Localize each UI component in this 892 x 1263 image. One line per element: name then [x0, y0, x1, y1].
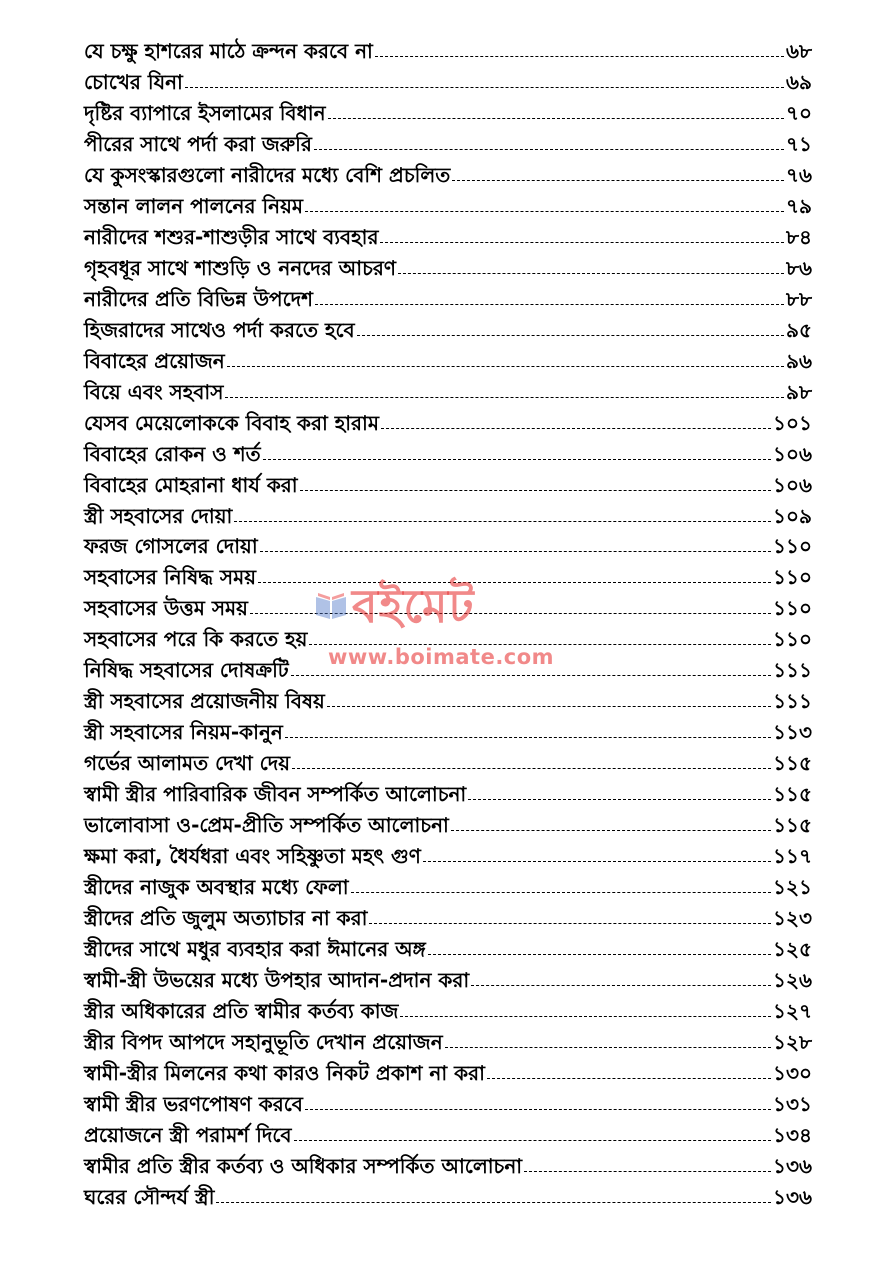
- toc-entry-page: ৭০: [785, 100, 812, 125]
- toc-entry: [84, 189, 812, 220]
- toc-entry-page: ১৩৬: [773, 1184, 812, 1209]
- toc-entry-title: হিজরাদের সাথেও পর্দা করতে হবে: [84, 317, 355, 342]
- toc-entry: [84, 901, 812, 932]
- toc-entry-title: স্বামীর প্রতি স্ত্রীর কর্তব্য ও অধিকার সম্পর্কিত আলোচনা: [84, 1153, 523, 1178]
- toc-entry-title: নিষিদ্ধ সহবাসের দোষক্রটি: [84, 658, 289, 683]
- dotted-leader: [468, 799, 771, 800]
- toc-entry: [84, 963, 812, 994]
- toc-entry-title: যে কুসংস্কারগুলো নারীদের মধ্যে বেশি প্রচলিত: [84, 162, 451, 187]
- toc-entry-title: ফরজ গোসলের দোয়া: [84, 534, 258, 559]
- dotted-leader: [305, 1109, 771, 1110]
- toc-entry-page: ১১০: [773, 534, 812, 559]
- dotted-leader: [309, 644, 771, 645]
- dotted-leader: [451, 830, 771, 831]
- toc-entry-title: স্ত্রী সহবাসের দোয়া: [84, 503, 233, 528]
- dotted-leader: [487, 1078, 771, 1079]
- table-of-contents: [84, 34, 812, 1211]
- toc-entry-title: সন্তান লালন পালনের নিয়ম: [84, 193, 303, 218]
- toc-entry-title: বিয়ে এবং সহবাস: [84, 379, 224, 404]
- dotted-leader: [452, 180, 784, 181]
- toc-entry-title: স্ত্রীর অধিকারের প্রতি স্বামীর কর্তব্য কাজ: [84, 999, 399, 1023]
- toc-entry-title: স্ত্রীর বিপদ আপদে সহানুভূতি দেখান প্রয়োজন: [84, 1029, 443, 1054]
- toc-entry-page: ১১০: [773, 565, 812, 590]
- toc-entry: [84, 994, 812, 1025]
- toc-entry: [84, 375, 812, 406]
- toc-entry: [84, 127, 812, 158]
- dotted-leader: [291, 675, 771, 676]
- toc-entry: [84, 870, 812, 901]
- toc-entry-title: ক্ষমা করা, ধৈর্যধরা এবং সহিষ্ণুতা মহৎ গুণ: [84, 844, 421, 869]
- toc-entry-title: স্ত্রী সহবাসের নিয়ম-কানুন: [84, 720, 283, 745]
- toc-entry: [84, 777, 812, 808]
- toc-entry: [84, 437, 812, 468]
- toc-entry: [84, 1118, 812, 1149]
- toc-entry: [84, 1087, 812, 1118]
- toc-entry-title: ঘরের সৌন্দর্য স্ত্রী: [84, 1184, 215, 1209]
- toc-entry-page: ১৩০: [773, 1060, 812, 1085]
- toc-entry: [84, 1180, 812, 1211]
- toc-entry-page: ১০৬: [773, 441, 812, 466]
- dotted-leader: [423, 861, 771, 862]
- toc-entry-page: ১৩১: [773, 1091, 812, 1116]
- toc-entry-page: ১৩৪: [773, 1122, 812, 1147]
- toc-entry-title: স্ত্রীদের সাথে মধুর ব্যবহার করা ঈমানের অঙ্গ: [84, 937, 426, 962]
- toc-entry-page: ৭১: [786, 131, 812, 156]
- toc-entry-title: স্বামী-স্ত্রী উভয়ের মধ্যে উপহার আদান-প্রদান করা: [84, 968, 470, 993]
- dotted-leader: [315, 304, 784, 305]
- toc-entry-title: বিবাহের প্রয়োজন: [84, 348, 225, 373]
- dotted-leader: [375, 56, 784, 57]
- toc-entry-title: স্বামী স্ত্রীর ভরণপোষণ করবে: [84, 1091, 303, 1116]
- toc-entry: [84, 746, 812, 777]
- toc-entry-title: সহবাসের নিষিদ্ধ সময়: [84, 565, 257, 590]
- toc-entry-page: ৬৮: [786, 38, 812, 63]
- toc-entry-page: ১২৬: [773, 968, 812, 993]
- dotted-leader: [328, 118, 784, 119]
- toc-entry-title: প্রয়োজনে স্ত্রী পরামর্শ দিবে: [84, 1122, 292, 1147]
- dotted-leader: [327, 706, 771, 707]
- dotted-leader: [225, 397, 784, 398]
- dotted-leader: [294, 1140, 772, 1141]
- dotted-leader: [369, 923, 771, 924]
- toc-entry: [84, 251, 812, 282]
- toc-entry-page: ১৩৬: [773, 1153, 812, 1178]
- toc-entry-page: ৭৬: [785, 162, 812, 187]
- toc-entry: [84, 65, 812, 96]
- toc-entry-page: ৬৯: [786, 69, 812, 94]
- toc-entry-page: ১০১: [773, 410, 812, 435]
- toc-entry: [84, 653, 812, 684]
- toc-entry-title: ভালোবাসা ও-প্রেম-প্রীতি সম্পর্কিত আলোচনা: [84, 813, 449, 838]
- toc-entry-page: ১১৩: [773, 720, 812, 745]
- dotted-leader: [381, 428, 771, 429]
- toc-entry: [84, 932, 812, 963]
- dotted-leader: [471, 985, 771, 986]
- toc-entry-page: ১১০: [773, 627, 812, 652]
- toc-entry: [84, 34, 812, 65]
- toc-entry-page: ১০৯: [773, 503, 812, 528]
- dotted-leader: [292, 768, 771, 769]
- toc-entry-title: গৃহবধূর সাথে শাশুড়ি ও ননদের আচরণ: [84, 255, 396, 280]
- dotted-leader: [314, 149, 784, 150]
- toc-entry-page: ১২৩: [773, 906, 812, 931]
- toc-entry-title: যেসব মেয়েলোককে বিবাহ করা হারাম: [84, 410, 379, 435]
- dotted-leader: [258, 582, 771, 583]
- toc-entry: [84, 591, 812, 622]
- toc-entry-page: ১২৫: [773, 937, 812, 962]
- toc-entry-page: ১১৫: [773, 782, 812, 807]
- toc-entry-page: ১২৭: [773, 999, 812, 1023]
- toc-entry: [84, 499, 812, 530]
- toc-entry-title: যে চক্ষু হাশরের মাঠে ক্রন্দন করবে না: [84, 38, 373, 63]
- toc-entry-title: স্ত্রীদের নাজুক অবস্থার মধ্যে ফেলা: [84, 875, 349, 900]
- toc-entry-page: ৭৯: [786, 193, 812, 218]
- toc-entry-title: স্বামী স্ত্রীর পারিবারিক জীবন সম্পর্কিত আলোচনা: [84, 782, 467, 807]
- toc-entry-page: ১০৬: [773, 472, 812, 497]
- toc-entry-page: ১১১: [773, 658, 812, 683]
- toc-entry-title: বিবাহের মোহরানা ধার্য করা: [84, 472, 298, 497]
- toc-entry-page: ৯৮: [786, 379, 812, 404]
- toc-entry-page: ১১৭: [773, 844, 812, 869]
- dotted-leader: [445, 1047, 771, 1048]
- dotted-leader: [351, 892, 771, 893]
- dotted-leader: [216, 1202, 771, 1203]
- toc-entry-page: ১১১: [773, 689, 812, 714]
- dotted-leader: [400, 1016, 771, 1017]
- toc-entry: [84, 96, 812, 127]
- watermark-url: www.boimate.com: [328, 645, 555, 669]
- dotted-leader: [234, 521, 771, 522]
- dotted-leader: [260, 551, 771, 552]
- toc-entry-title: সহবাসের উত্তম সময়: [84, 596, 248, 621]
- toc-entry-page: ৮৪: [786, 224, 812, 249]
- dotted-leader: [380, 242, 784, 243]
- toc-entry-page: ১১৫: [773, 813, 812, 838]
- dotted-leader: [524, 1171, 771, 1172]
- toc-entry: [84, 313, 812, 344]
- toc-entry: [84, 839, 812, 870]
- toc-entry-title: স্বামী-স্ত্রীর মিলনের কথা কারও নিকট প্রকাশ না করা: [84, 1060, 485, 1085]
- toc-entry: [84, 1149, 812, 1180]
- dotted-leader: [285, 737, 771, 738]
- dotted-leader: [305, 211, 784, 212]
- toc-entry-page: ১১৫: [773, 751, 812, 776]
- toc-entry: [84, 622, 812, 653]
- toc-entry-title: বিবাহের রোকন ও শর্ত: [84, 441, 261, 466]
- toc-entry: [84, 715, 812, 746]
- dotted-leader: [185, 87, 784, 88]
- toc-entry: [84, 282, 812, 313]
- toc-entry: [84, 468, 812, 499]
- toc-entry: [84, 344, 812, 375]
- toc-entry-title: নারীদের প্রতি বিভিন্ন উপদেশ: [84, 286, 313, 311]
- toc-entry-page: ৯৬: [786, 348, 812, 373]
- watermark-brand: বইমেট: [352, 579, 475, 633]
- toc-entry: [84, 220, 812, 251]
- toc-entry: [84, 684, 812, 715]
- toc-entry-page: ৯৫: [786, 317, 812, 342]
- dotted-leader: [357, 335, 784, 336]
- toc-entry: [84, 406, 812, 437]
- toc-entry-page: ৮৬: [786, 255, 812, 280]
- toc-entry-page: ১২১: [773, 875, 812, 900]
- toc-entry: [84, 1056, 812, 1087]
- dotted-leader: [300, 490, 771, 491]
- toc-entry: [84, 808, 812, 839]
- dotted-leader: [428, 954, 771, 955]
- toc-entry: [84, 158, 812, 189]
- toc-entry-title: পীরের সাথে পর্দা করা জরুরি: [84, 131, 312, 156]
- dotted-leader: [263, 459, 771, 460]
- toc-entry-page: ৮৮: [786, 286, 812, 311]
- toc-entry-title: স্ত্রীদের প্রতি জুলুম অত্যাচার না করা: [84, 906, 368, 931]
- toc-entry: [84, 530, 812, 561]
- toc-entry: [84, 1025, 812, 1056]
- toc-entry-page: ১১০: [773, 596, 812, 621]
- dotted-leader: [250, 613, 771, 614]
- toc-entry-page: ১২৮: [773, 1029, 812, 1054]
- dotted-leader: [398, 273, 784, 274]
- toc-entry-title: স্ত্রী সহবাসের প্রয়োজনীয় বিষয়: [84, 689, 325, 714]
- toc-entry-title: দৃষ্টির ব্যাপারে ইসলামের বিধান: [84, 100, 326, 125]
- toc-entry: [84, 560, 812, 591]
- toc-entry-title: গর্ভের আলামত দেখা দেয়: [84, 751, 291, 776]
- dotted-leader: [227, 366, 784, 367]
- toc-entry-title: চোখের যিনা: [84, 69, 183, 94]
- toc-entry-title: নারীদের শশুর-শাশুড়ীর সাথে ব্যবহার: [84, 224, 379, 249]
- toc-entry-title: সহবাসের পরে কি করতে হয়: [84, 627, 308, 652]
